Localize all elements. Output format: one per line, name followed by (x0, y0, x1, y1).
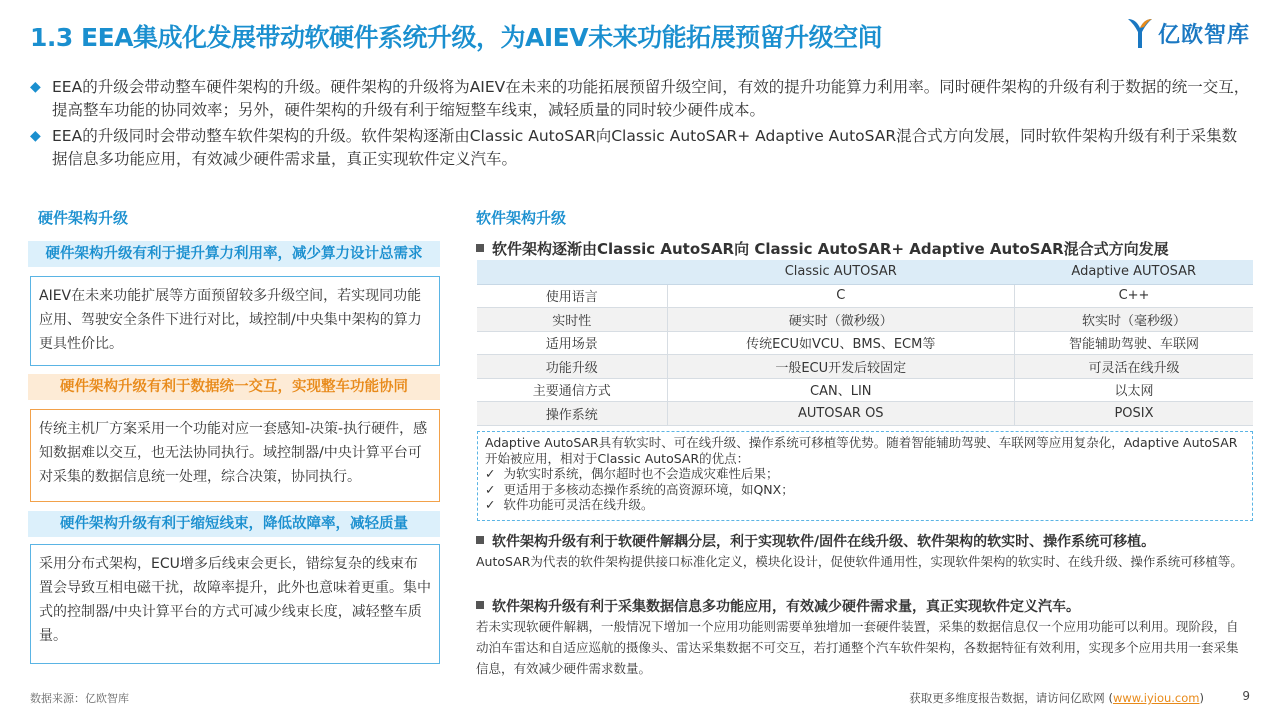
table-cell: 软实时（毫秒级） (1015, 308, 1253, 332)
table-cell: 传统ECU如VCU、BMS、ECM等 (667, 331, 1015, 355)
footer-more-suffix: ) (1199, 691, 1204, 705)
data-source: 数据来源：亿欧智库 (30, 692, 129, 705)
table-cell: 一般ECU开发后较固定 (667, 355, 1015, 379)
intro-bullet (30, 125, 1250, 171)
table-cell: 可灵活在线升级 (1015, 355, 1253, 379)
table-header-row (477, 260, 1253, 284)
table-cell: POSIX (1015, 402, 1253, 426)
table-cell: 以太网 (1015, 378, 1253, 402)
check-icon: ✓ (485, 481, 496, 497)
table-cell: 硬实时（微秒级） (667, 308, 1015, 332)
software-point-1-text: AutoSAR为代表的软件架构提供接口标准化定义，模块化设计，促使软件通用性，实现软件架构的软实时、在线升级、操作系统可移植等。 (476, 554, 1243, 569)
table-row (477, 402, 1253, 426)
software-point-1-head (476, 531, 1155, 551)
hardware-card-3-banner: 硬件架构升级有利于缩短线束，降低故障率，减轻质量 (28, 511, 440, 537)
note-point-text: 软件功能可灵活在线升级。 (503, 497, 654, 512)
table-cell: 适用场景 (477, 331, 667, 355)
table-cell: 操作系统 (477, 402, 667, 426)
table-header-cell (477, 260, 667, 284)
footer-more-prefix: 获取更多维度报告数据，请访问亿欧网 ( (909, 691, 1113, 705)
table-cell: CAN、LIN (667, 378, 1015, 402)
table-header-cell: Classic AUTOSAR (667, 260, 1015, 284)
brand-logo (1126, 16, 1250, 50)
table-cell: 实时性 (477, 308, 667, 332)
logo-text: 亿欧智库 (1157, 22, 1250, 48)
table-row (477, 308, 1253, 332)
hardware-card-2-text: 传统主机厂方案采用一个功能对应一套感知-决策-执行硬件，感知数据难以交互，也无法协同执行。域控制器/中央计算平台可对采集的数据信息统一处理，综合决策，协同执行。 (30, 409, 440, 502)
software-point-2-text: 若未实现软硬件解耦，一般情况下增加一个应用功能则需要单独增加一套硬件装置，采集的数据信息仅一个应用功能可以利用。现阶段，自动泊车雷达和自适应巡航的摄像头、雷达采集数据不可交互，若打通整个汽车软件架构，各数据特征有效利用，实现多个应用共用一套采集信息，有效减少硬件需求数量。 (476, 619, 1239, 676)
note-point (485, 497, 1245, 513)
table-cell: C (667, 284, 1015, 308)
note-point (485, 466, 1245, 482)
square-bullet-icon (476, 244, 484, 252)
logo-mark-icon (1126, 16, 1154, 50)
check-icon: ✓ (485, 466, 496, 481)
page-number: 9 (1242, 689, 1250, 703)
diamond-icon: ◆ (30, 79, 41, 95)
table-header-cell: Adaptive AUTOSAR (1015, 260, 1253, 284)
autosar-comparison-table (477, 260, 1253, 426)
hardware-card-1-text: AIEV在未来功能扩展等方面预留较多升级空间，若实现同功能应用、驾驶安全条件下进行对比，域控制/中央集中架构的算力更具性价比。 (30, 276, 440, 366)
intro-bullet-text: EEA的升级同时会带动整车软件架构的升级。软件架构逐渐由Classic AutoSAR向Classic AutoSAR+ Adaptive AutoSAR混合式方向发展，同时软件架构升级有利于采集数据信息多功能应用，有效减少硬件需求量，真正实现软件定义汽车。 (52, 127, 1238, 168)
intro-bullets (30, 76, 1250, 174)
hardware-heading: 硬件架构升级 (38, 209, 129, 227)
hardware-card-1-banner: 硬件架构升级有利于提升算力利用率，减少算力设计总需求 (28, 241, 440, 267)
table-cell: C++ (1015, 284, 1253, 308)
note-intro: Adaptive AutoSAR具有软实时、可在线升级、操作系统可移植等优势。随着智能辅助驾驶、车联网等应用复杂化，Adaptive AutoSAR开始被应用，相对于Classic AutoSAR的优点： (485, 435, 1238, 466)
table-row (477, 331, 1253, 355)
page-title: 1.3 EEA集成化发展带动软硬件系统升级，为AIEV未来功能拓展预留升级空间 (30, 23, 883, 52)
note-point-text: 为软实时系统，偶尔超时也不会造成灾难性后果； (503, 466, 779, 481)
table-cell: 智能辅助驾驶、车联网 (1015, 331, 1253, 355)
software-subtitle-text: 软件架构逐渐由Classic AutoSAR向 Classic AutoSAR+ Adaptive AutoSAR混合式方向发展 (492, 240, 1169, 258)
diamond-icon: ◆ (30, 128, 41, 144)
intro-bullet (30, 76, 1250, 122)
iyiou-link[interactable]: www.iyiou.com (1112, 691, 1200, 705)
table-cell: 功能升级 (477, 355, 667, 379)
note-point (485, 482, 1245, 498)
software-subtitle (476, 238, 1169, 259)
software-point-2-head-text: 软件架构升级有利于采集数据信息多功能应用，有效减少硬件需求量，真正实现软件定义汽车。 (492, 599, 1080, 615)
table-cell: AUTOSAR OS (667, 402, 1015, 426)
table-row (477, 284, 1253, 308)
table-row (477, 378, 1253, 402)
table-row (477, 355, 1253, 379)
square-bullet-icon (476, 601, 484, 609)
note-point-text: 更适用于多核动态操作系统的高资源环境，如QNX； (503, 481, 794, 497)
software-point-1-head-text: 软件架构升级有利于软硬件解耦分层，利于实现软件/固件在线升级、软件架构的软实时、操作系统可移植。 (492, 534, 1156, 550)
hardware-card-3-text: 采用分布式架构，ECU增多后线束会更长，错综复杂的线束布置会导致互相电磁干扰，故障率提升，此外也意味着更重。集中式的控制器/中央计算平台的方式可减少线束长度，减轻整车质量。 (30, 544, 440, 664)
adaptive-autosar-note (477, 431, 1253, 521)
hardware-card-2-banner: 硬件架构升级有利于数据统一交互，实现整车功能协同 (28, 374, 440, 400)
check-icon: ✓ (485, 497, 496, 512)
table-cell: 使用语言 (477, 284, 667, 308)
software-point-2-head (476, 596, 1080, 616)
intro-bullet-text: EEA的升级会带动整车硬件架构的升级。硬件架构的升级将为AIEV在未来的功能拓展预留升级空间，有效的提升功能算力利用率。同时硬件架构的升级有利于数据的统一交互，提高整车功能的协同效率；另外，硬件架构的升级有利于缩短整车线束，减轻质量的同时较少硬件成本。 (52, 78, 1250, 119)
footer-more-info (909, 690, 1204, 706)
square-bullet-icon (476, 536, 484, 544)
software-heading: 软件架构升级 (476, 209, 567, 227)
table-cell: 主要通信方式 (477, 378, 667, 402)
